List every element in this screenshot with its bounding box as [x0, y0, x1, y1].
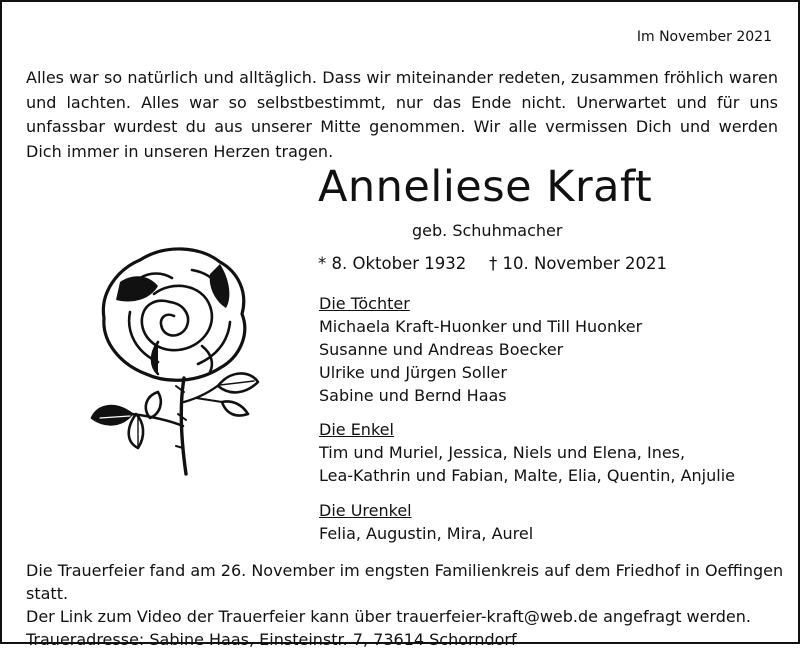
daughters-heading: Die Töchter — [319, 294, 410, 313]
funeral-info — [26, 559, 786, 651]
daughters-line: Ulrike und Jürgen Soller — [319, 363, 507, 382]
grandchildren-line: Tim und Muriel, Jessica, Niels und Elena, Ines, — [319, 443, 686, 462]
birth-date: * 8. Oktober 1932 — [318, 254, 467, 273]
death-date: † 10. November 2021 — [489, 254, 668, 273]
grandchildren-section — [319, 418, 735, 487]
intro-text: Alles war so natürlich und alltäglich. Dass wir miteinander redeten, zusammen fröhlich waren und lachten. Alles war so selbstbestimmt, nur das Ende nicht. Unerwartet und für uns unfassbar wurdest du aus unserer Mitte genommen. Wir alle vermissen Dich und werden Dich immer in unseren Herzen tragen. — [26, 68, 778, 161]
daughters-line: Michaela Kraft-Huonker und Till Huonker — [319, 317, 643, 336]
daughters-line: Sabine und Bernd Haas — [319, 386, 507, 405]
maiden-name: geb. Schuhmacher — [412, 221, 563, 240]
deceased-name: Anneliese Kraft — [318, 162, 653, 212]
great-grandchildren-section — [319, 499, 533, 545]
notice-date: Im November 2021 — [636, 29, 772, 45]
rose-icon — [80, 242, 270, 482]
mourning-address: Traueradresse: Sabine Haas, Einsteinstr. 7, 73614 Schorndorf — [26, 630, 517, 649]
daughters-line: Susanne und Andreas Boecker — [319, 340, 564, 359]
daughters-section — [319, 292, 642, 407]
funeral-info-line: Der Link zum Video der Trauerfeier kann über trauerfeier-kraft@web.de angefragt werden. — [26, 607, 751, 626]
great-grandchildren-heading: Die Urenkel — [319, 501, 412, 520]
great-grandchildren-line: Felia, Augustin, Mira, Aurel — [319, 524, 534, 543]
grandchildren-line: Lea-Kathrin und Fabian, Malte, Elia, Quentin, Anjulie — [319, 466, 735, 485]
grandchildren-heading: Die Enkel — [319, 420, 394, 439]
funeral-info-line: Die Trauerfeier fand am 26. November im engsten Familienkreis auf dem Friedhof in Oeffingen statt. — [26, 561, 784, 603]
